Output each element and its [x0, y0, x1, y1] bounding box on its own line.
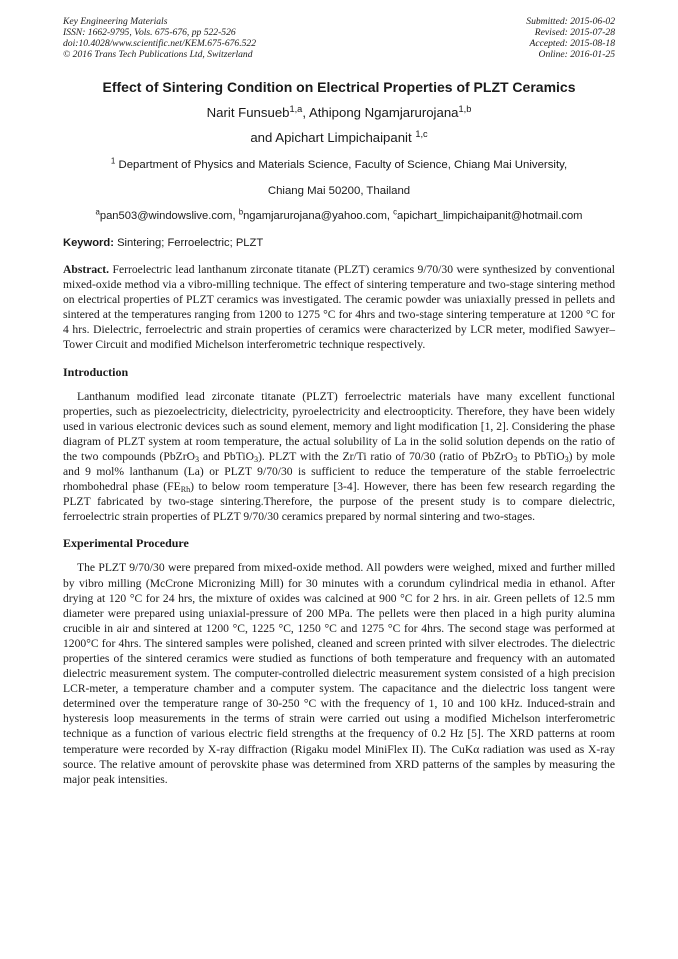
- accepted-date: Accepted: 2015-08-18: [529, 38, 615, 49]
- email-marker: a: [95, 207, 100, 217]
- body-text: ) by mole and 9 mol% lanthanum (La) or PLZT 9/70/30 is sufficient to reduce the temperature of the stable ferroelectric rhombohedral phase (FE: [63, 449, 615, 494]
- author-affil-marker: 1,c: [415, 128, 428, 139]
- affiliation-text: Department of Physics and Materials Science, Faculty of Science, Chiang Mai University,: [115, 159, 568, 171]
- email-marker: b: [238, 207, 244, 217]
- issn-line: ISSN: 1662-9795, Vols. 675-676, pp 522-526: [63, 27, 236, 38]
- abstract-label: Abstract.: [63, 263, 110, 276]
- author-name: Athipong Ngamjarurojana: [308, 105, 459, 120]
- experimental-heading: Experimental Procedure: [63, 536, 189, 551]
- author-affil-marker: 1,a: [289, 103, 303, 114]
- publication-dates: [526, 16, 615, 60]
- author-line-1: [63, 104, 615, 122]
- subscript: Rh: [180, 485, 191, 495]
- introduction-heading: Introduction: [63, 364, 129, 379]
- author-separator: ,: [302, 105, 309, 120]
- author-emails: [63, 209, 615, 223]
- affiliation: [63, 158, 615, 198]
- author-list: [63, 104, 615, 147]
- author-conjunction: and: [250, 130, 276, 145]
- email-address: ngamjarurojana@yahoo.com,: [243, 210, 394, 222]
- body-text: to PbTiO: [517, 449, 565, 463]
- introduction-paragraph: [63, 389, 615, 525]
- subscript: 3: [254, 454, 259, 464]
- publication-info: [63, 16, 256, 60]
- body-text: ) to below room temperature [3-4]. However, there has been few research regarding the PLZT fabricated by two-stage sintering.Therefore, the purpose of the present study is to compare dielectric, ferroelectric strain properties of PLZT 9/70/30 ceramics prepared by normal sintering and two-stages.: [63, 480, 615, 524]
- copyright-line: © 2016 Trans Tech Publications Ltd, Switzerland: [63, 49, 253, 60]
- affiliation-line-2: Chiang Mai 50200, Thailand: [267, 185, 411, 197]
- journal-header: [63, 16, 615, 60]
- body-text: Lanthanum modified lead zirconate titanate (PLZT) ferroelectric materials have many excellent functional properties, such as piezoelectricity, dielectricity, pyroelectricity and electroopticity. Therefore, they have been widely used in various electronic devices such as sound element, memory and light modification [1, 2]. Considering the phase diagram of PLZT system at room temperature, the actual solubility of La in the solid solution depends on the ratio of the two compounds (PbZrO: [63, 389, 615, 463]
- subscript: 3: [513, 454, 518, 464]
- experimental-paragraph: The PLZT 9/70/30 were prepared from mixed-oxide method. All powders were weighed, mixed and further milled by vibro milling (McCrone Micronizing Mill) for 30 minutes with a corundum cylindrical media in ethanol. After drying at 120 °C for 24 hrs, the mixture of oxides was calcined at 900 °C for 2 hrs. in air. Green pellets of 12.5 mm diameter were prepared using uniaxial-pressure of 200 MPa. The pellets were then placed in a high purity alumina crucible in air and sintered at 1200 °C, 1225 °C, 1250 °C and 1275 °C for 4hrs. The second stage was performed at 1200°C for 4hrs. The sintered samples were polished, cleaned and screen printed with silver electrodes. The dielectric properties of the sintered ceramics were studied as functions of both temperature and frequency with an automated dielectric measurement system. The computer-controlled dielectric measurement system consisted of a high precision LCR-meter, a temperature chamber and a computer system. The capacitance and the dielectric loss tangent were determined over the temperature range of 30-250 °C with the frequency of 1, 10 and 100 kHz. Induced-strain and hysteresis loop measurements in the terms of strain were carried out using a modified Michelson interferometric technique as a function of various electric field strengths at the frequency of 0.2 Hz [5]. The XRD patterns at room temperature were recorded by X-ray diffraction (Rigaku model MiniFlex II). The CuKα radiation was used as X-ray source. The relative amount of perovskite phase was determined from XRD patterns of the samples by measuring the major peak intensities.: [63, 561, 615, 786]
- keywords-label: Keyword:: [63, 237, 114, 249]
- doi-line: doi:10.4028/www.scientific.net/KEM.675-676.522: [63, 38, 257, 49]
- paper-title: Effect of Sintering Condition on Electrical Properties of PLZT Ceramics: [102, 79, 576, 95]
- submitted-date: Submitted: 2015-06-02: [526, 16, 615, 27]
- online-date: Online: 2016-01-25: [538, 49, 615, 60]
- body-text: ). PLZT with the Zr/Ti ratio of 70/30 (ratio of PbZrO: [258, 449, 514, 463]
- keywords: [63, 236, 615, 250]
- author-affil-marker: 1,b: [458, 103, 472, 114]
- author-line-2: [63, 129, 615, 147]
- journal-name: Key Engineering Materials: [63, 16, 168, 27]
- keywords-text: Sintering; Ferroelectric; PLZT: [113, 237, 264, 249]
- subscript: 3: [564, 454, 569, 464]
- affiliation-line-1: [63, 158, 615, 172]
- email-address: pan503@windowslive.com,: [99, 210, 239, 222]
- subscript: 3: [194, 454, 200, 464]
- email-marker: c: [393, 207, 398, 217]
- body-text: and PbTiO: [199, 449, 254, 463]
- abstract: [63, 262, 615, 353]
- affiliation-marker: 1: [110, 156, 116, 166]
- author-name: Apichart Limpichaipanit: [275, 130, 412, 145]
- abstract-text: Ferroelectric lead lanthanum zirconate titanate (PLZT) ceramics 9/70/30 were synthesized by conventional mixed-oxide method via a vibro-milling technique. The effect of sintering temperature and two-stage sintering method on electrical properties of PLZT ceramics was investigated. The ceramic powder was uniaxially pressed in pellets and sintered at the temperatures ranging from 1200 to 1275 °C for 4hrs and two-stage sintering temperature at 1200 °C for 4 hrs. Dielectric, ferroelectric and strain properties of ceramics were characterized by LCR meter, modified Sawyer–Tower Circuit and modified Michelson interferometric technique respectively.: [63, 263, 615, 352]
- author-name: Narit Funsueb: [206, 105, 290, 120]
- email-address: apichart_limpichaipanit@hotmail.com: [397, 210, 583, 222]
- revised-date: Revised: 2015-07-28: [534, 27, 615, 38]
